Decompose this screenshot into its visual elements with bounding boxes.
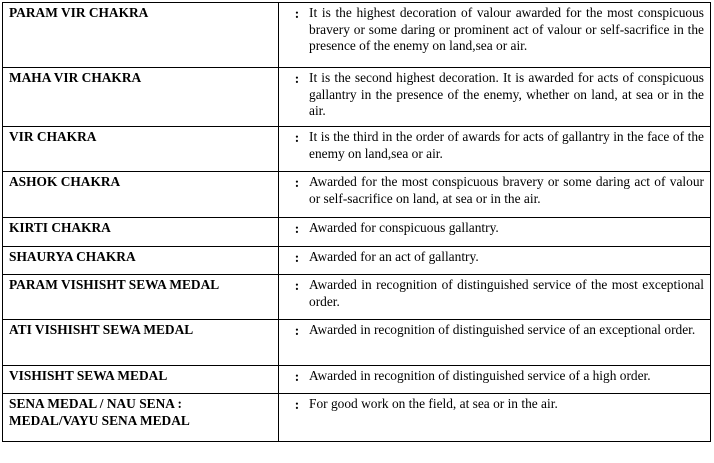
award-name: SENA MEDAL / NAU SENA : MEDAL/VAYU SENA MEDAL: [3, 394, 279, 442]
award-name: ASHOK CHAKRA: [3, 172, 279, 218]
award-description-cell: [279, 366, 711, 394]
award-name: PARAM VIR CHAKRA: [3, 3, 279, 68]
award-description: Awarded for an act of gallantry.: [309, 249, 479, 264]
award-description-cell: [279, 394, 711, 442]
award-description-cell: [279, 127, 711, 172]
separator-colon: :: [294, 397, 300, 412]
table-row: [3, 275, 711, 320]
award-name: VISHISHT SEWA MEDAL: [3, 366, 279, 394]
award-description: It is the second highest decoration. It is awarded for acts of conspicuous gallantry in the presence of the enemy, whether on land, at sea or in the air.: [309, 70, 704, 119]
award-description: Awarded for conspicuous gallantry.: [309, 220, 499, 235]
award-name: VIR CHAKRA: [3, 127, 279, 172]
table-row: [3, 3, 711, 68]
table-row: [3, 366, 711, 394]
separator-colon: :: [294, 250, 300, 265]
award-description-cell: [279, 320, 711, 366]
award-description: It is the third in the order of awards for acts of gallantry in the face of the enemy on land,sea or air.: [309, 129, 704, 161]
separator-colon: :: [294, 6, 300, 21]
separator-colon: :: [294, 175, 300, 190]
separator-colon: :: [294, 221, 300, 236]
table-row: [3, 394, 711, 442]
table-row: [3, 247, 711, 275]
award-description: Awarded in recognition of distinguished service of a high order.: [309, 368, 651, 383]
award-description-cell: [279, 3, 711, 68]
award-name: PARAM VISHISHT SEWA MEDAL: [3, 275, 279, 320]
award-name: SHAURYA CHAKRA: [3, 247, 279, 275]
award-description: Awarded for the most conspicuous bravery or some daring act of valour or self-sacrifice on land, at sea or in the air.: [309, 174, 704, 206]
award-description-cell: [279, 68, 711, 127]
table-row: [3, 218, 711, 247]
award-description: Awarded in recognition of distinguished service of the most exceptional order.: [309, 277, 704, 309]
award-description-cell: [279, 172, 711, 218]
award-name: ATI VISHISHT SEWA MEDAL: [3, 320, 279, 366]
separator-colon: :: [294, 323, 300, 338]
award-description: Awarded in recognition of distinguished service of an exceptional order.: [309, 322, 696, 337]
award-name: KIRTI CHAKRA: [3, 218, 279, 247]
table-row: [3, 172, 711, 218]
table-row: [3, 320, 711, 366]
separator-colon: :: [294, 130, 300, 145]
awards-table: [2, 2, 711, 442]
table-row: [3, 68, 711, 127]
award-description-cell: [279, 247, 711, 275]
table-row: [3, 127, 711, 172]
separator-colon: :: [294, 71, 300, 86]
award-description-cell: [279, 275, 711, 320]
separator-colon: :: [294, 278, 300, 293]
award-description: It is the highest decoration of valour awarded for the most conspicuous bravery or some daring or prominent act of valour or self-sacrifice in the presence of the enemy on land,sea or air.: [309, 5, 704, 54]
award-description-cell: [279, 218, 711, 247]
separator-colon: :: [294, 369, 300, 384]
award-name: MAHA VIR CHAKRA: [3, 68, 279, 127]
award-description: For good work on the field, at sea or in the air.: [309, 396, 558, 411]
